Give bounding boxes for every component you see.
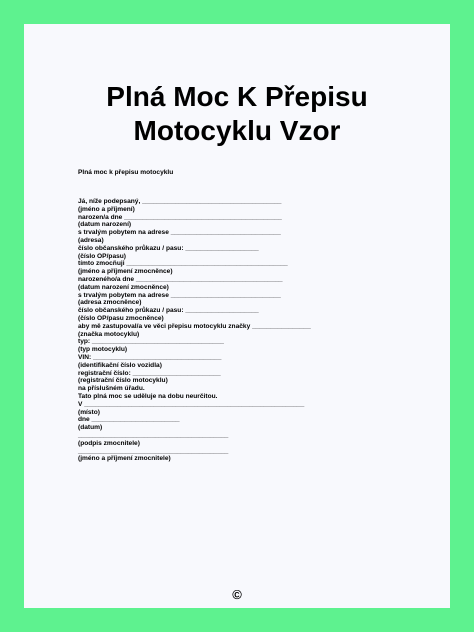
form-line: Já, níže podepsaný, ______________________________________ (78, 198, 282, 205)
form-line: (podpis zmocnitele) (78, 439, 140, 447)
document-title (24, 80, 450, 148)
form-line: _________________________________________ (78, 431, 229, 439)
form-line: (identifikační číslo vozidla) (78, 361, 162, 369)
form-line: (jméno a příjmení zmocněnce) (78, 268, 173, 276)
document-page (24, 24, 450, 608)
form-line: s trvalým pobytem na adrese ______________________________ (78, 229, 281, 237)
document-subtitle: Plná moc k přepisu motocyklu (78, 169, 174, 176)
form-line: (registrační číslo motocyklu) (78, 377, 168, 385)
form-line: (adresa) (78, 236, 104, 244)
form-line: VIN: ___________________________________ (78, 353, 222, 361)
form-line: číslo občanského průkazu / pasu: ____________________ (78, 307, 259, 315)
form-line: (číslo OP/pasu) (78, 252, 126, 260)
form-line: (adresa zmocněnce) (78, 299, 142, 307)
form-line: aby mě zastupoval/a ve věci přepisu motocyklu značky ________________ (78, 322, 311, 330)
form-line: (datum) (78, 424, 103, 432)
form-line: typ: ____________________________________ (78, 338, 224, 346)
form-line: (datum narození) (78, 221, 132, 229)
form-line: s trvalým pobytem na adrese ______________________________ (78, 291, 281, 299)
form-line: Tato plná moc se uděluje na dobu neurčitou. (78, 392, 218, 400)
form-body (78, 198, 438, 463)
form-line: dne ________________________ (78, 416, 180, 424)
form-line: (jméno a příjmení zmocnitele) (78, 455, 171, 463)
form-line: (značka motocyklu) (78, 330, 140, 338)
form-line: číslo občanského průkazu / pasu: ____________________ (78, 244, 259, 252)
form-line: (místo) (78, 408, 100, 416)
form-line: (typ motocyklu) (78, 346, 128, 354)
form-line: narozeného/a dne ________________________________________ (78, 275, 283, 283)
form-line: (číslo OP/pasu zmocněnce) (78, 314, 164, 322)
title-line-2: Motocyklu Vzor (133, 115, 341, 146)
form-line: (datum narození zmocněnce) (78, 283, 169, 291)
form-line: tímto zmocňuji ____________________________________________ (78, 260, 288, 268)
copyright-symbol: © (232, 587, 242, 602)
title-line-1: Plná Moc K Přepisu (106, 81, 368, 112)
form-line: _________________________________________ (78, 447, 229, 455)
form-line: (jméno a příjmení) (78, 205, 135, 213)
form-line: registrační číslo: ________________________ (78, 369, 221, 377)
form-line: na příslušném úřadu. (78, 385, 145, 393)
form-line: narozen/a dne ___________________________________________ (78, 213, 282, 221)
form-line: V ____________________________________________________________ (78, 400, 305, 408)
